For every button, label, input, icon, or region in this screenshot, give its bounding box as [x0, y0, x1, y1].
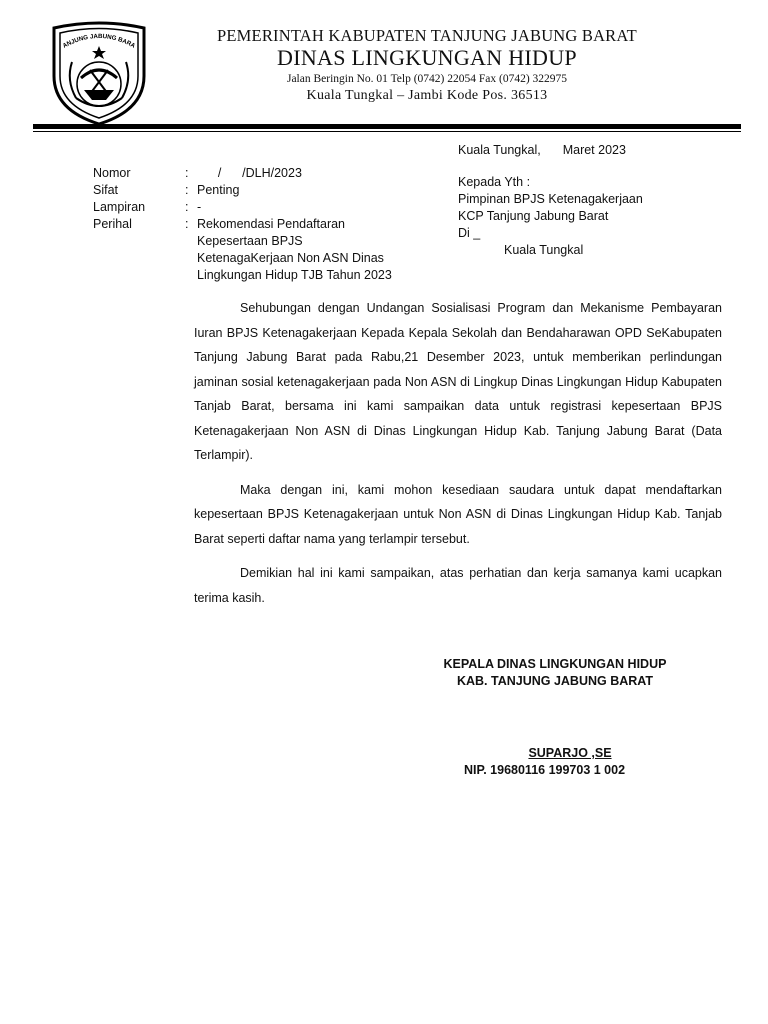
recipient-line: Di _: [458, 226, 481, 240]
recipient-block: [458, 174, 643, 259]
signature-block: [420, 656, 690, 779]
meta-value: -: [197, 200, 202, 214]
letterhead-rule-thick: [33, 124, 741, 129]
meta-value: Rekomendasi Pendaftaran: [197, 217, 346, 231]
perihal-line: Kepesertaan BPJS: [197, 234, 303, 248]
letterhead-agency: DINAS LINGKUNGAN HIDUP: [277, 45, 577, 70]
recipient-line: Pimpinan BPJS Ketenagakerjaan: [458, 192, 643, 206]
meta-key: Lampiran: [93, 200, 146, 214]
meta-value: Penting: [197, 183, 240, 197]
meta-colon: :: [185, 200, 189, 214]
meta-value: / /DLH/2023: [197, 166, 302, 180]
meta-key: Nomor: [93, 166, 131, 180]
letterhead-rule-thin: [33, 131, 741, 132]
recipient-line: KCP Tanjung Jabung Barat: [458, 209, 609, 223]
logo-ring-text: ANJUNG JABUNG BARA: [61, 32, 136, 50]
recipient-greeting: Kepada Yth :: [458, 175, 531, 189]
perihal-continuation: [197, 233, 433, 284]
meta-row-lampiran: [93, 199, 433, 216]
meta-key: Sifat: [93, 183, 119, 197]
letter-body: [194, 296, 722, 620]
letterhead-address: Kuala Tungkal – Jambi Kode Pos. 36513: [306, 88, 548, 103]
letter-meta: [93, 165, 433, 284]
letterhead-government: PEMERINTAH KABUPATEN TANJUNG JABUNG BARAT: [217, 26, 637, 45]
date-place: Kuala Tungkal,: [458, 143, 541, 157]
meta-row-perihal: [93, 216, 433, 233]
letterhead: [160, 26, 694, 104]
recipient-city: Kuala Tungkal: [504, 243, 584, 257]
letter-date: [458, 142, 626, 159]
date-month: Maret 2023: [562, 143, 626, 157]
body-paragraph: Sehubungan dengan Undangan Sosialisasi Program dan Mekanisme Pembayaran Iuran BPJS Ketenagakerjaan Kepada Kepala Sekolah dan Bendaharawan OPD SeKabupaten Tanjung Jabung Barat pada Rabu,21 Desember 2023, untuk memberikan perlindungan jaminan sosial ketenagakerjaan pada Non ASN di Lingkup Dinas Lingkungan Hidup Kabupaten Tanjab Barat, bersama ini kami sampaikan data untuk registrasi kepesertaan BPJS Ketenagakerjaan Non ASN di Dinas Lingkungan Hidup Kab. Tanjung Jabung Barat (Data Terlampir).: [194, 301, 722, 462]
signature-title: KEPALA DINAS LINGKUNGAN HIDUP: [443, 657, 667, 671]
signature-title: KAB. TANJUNG JABUNG BARAT: [456, 674, 654, 688]
regency-emblem-logo: [46, 18, 152, 128]
meta-colon: :: [185, 183, 189, 197]
letterhead-contact: Jalan Beringin No. 01 Telp (0742) 22054 Fax (0742) 322975: [286, 73, 568, 85]
signatory-nip: NIP. 19680116 199703 1 002: [464, 763, 626, 777]
meta-key: Perihal: [93, 217, 132, 231]
meta-colon: :: [185, 166, 189, 180]
meta-row-nomor: [93, 165, 433, 182]
perihal-line: Lingkungan Hidup TJB Tahun 2023: [197, 268, 392, 282]
perihal-line: KetenagaKerjaan Non ASN Dinas: [197, 251, 384, 265]
body-paragraph: Maka dengan ini, kami mohon kesediaan saudara untuk dapat mendaftarkan kepesertaan BPJS Ketenagakerjaan untuk Non ASN di Dinas Lingkungan Hidup Kab. Tanjab Barat seperti daftar nama yang terlampir tersebut.: [194, 482, 722, 546]
signatory-name: SUPARJO ,SE: [528, 746, 612, 760]
body-paragraph: Demikian hal ini kami sampaikan, atas perhatian dan kerja samanya kami ucapkan terima kasih.: [194, 566, 722, 605]
meta-row-sifat: [93, 182, 433, 199]
meta-colon: :: [185, 217, 189, 231]
